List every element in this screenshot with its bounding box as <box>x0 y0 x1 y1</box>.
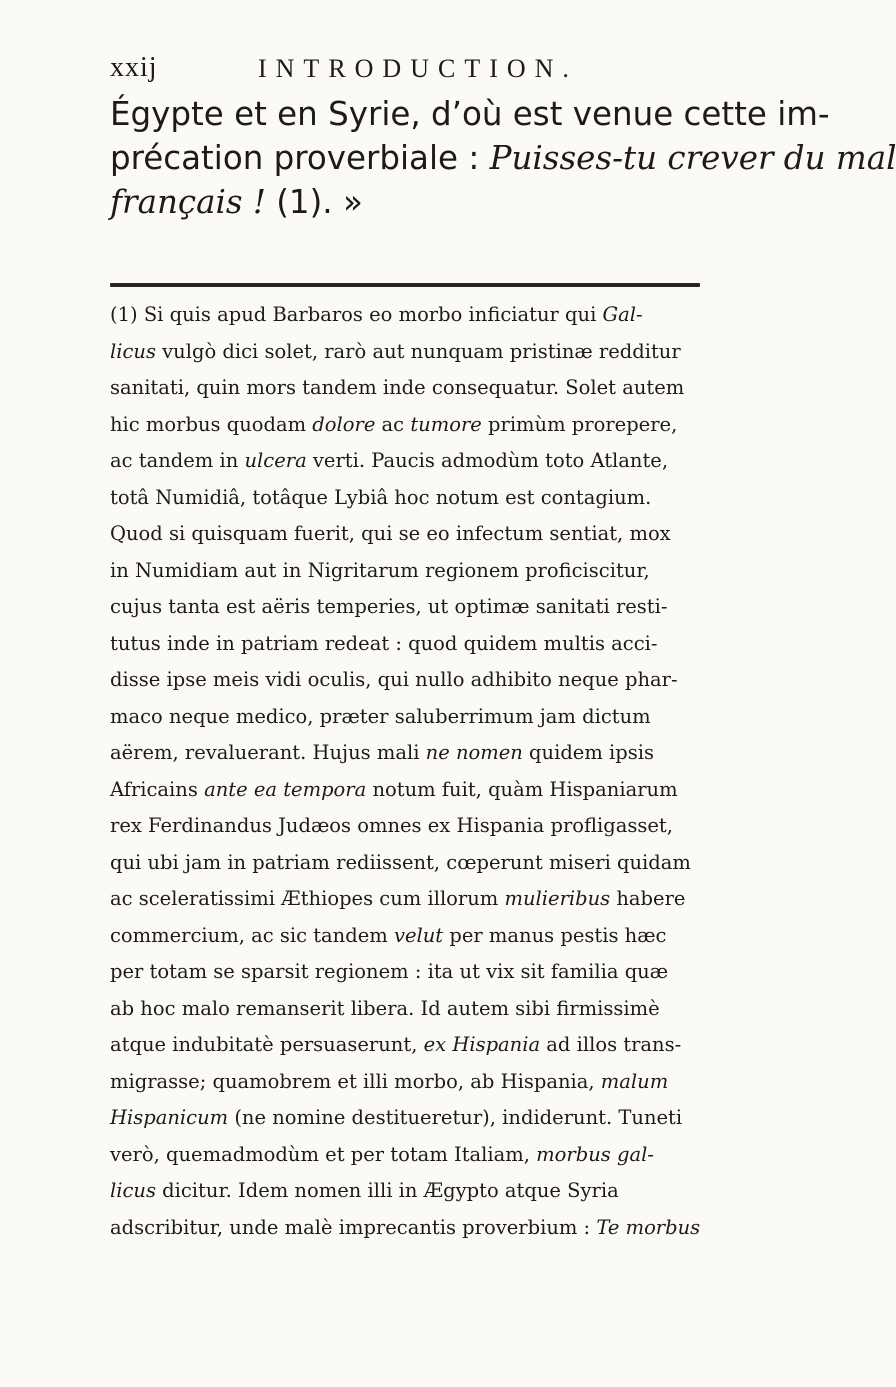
text-span: verti. Paucis admodùm toto Atlante, <box>306 449 669 472</box>
italic-span: ne nomen <box>425 741 523 764</box>
footnote-ref: (1). » <box>265 183 363 221</box>
italic-span: morbus gal- <box>536 1142 654 1166</box>
text-span: Quod si quisquam fuerit, qui se eo infectum sentiat, mox <box>110 522 671 545</box>
text-span: précation proverbiale : <box>110 139 490 177</box>
italic-span: Puisses-tu crever du mal <box>489 139 896 177</box>
text-span: hic morbus quodam <box>110 412 313 436</box>
italic-span: malum <box>600 1069 669 1093</box>
italic-span: tumore <box>410 412 482 436</box>
text-span: Africains <box>110 777 205 801</box>
text-span: atque indubitatè persuaserunt, <box>110 1033 424 1056</box>
text-span: qui ubi jam in patriam rediissent, cœperunt miseri quidam <box>110 850 691 874</box>
text-span: ad illos trans- <box>540 1033 682 1056</box>
footnote-line <box>110 1137 710 1174</box>
text-span: (ne nomine destitueretur), indiderunt. Tuneti <box>228 1106 683 1129</box>
footnote-line <box>110 772 710 809</box>
footnote-line <box>110 553 710 590</box>
footnote-line <box>110 1027 710 1064</box>
footnote-line <box>110 443 710 480</box>
footnote-line <box>110 626 710 663</box>
italic-span: Te morbus <box>596 1215 701 1239</box>
footnote-line <box>110 699 710 736</box>
footnote-line <box>110 662 710 699</box>
text-span: sanitati, quin mors tandem inde consequatur. Solet autem <box>110 376 685 399</box>
text-span: ac sceleratissimi Æthiopes cum illorum <box>110 887 505 910</box>
footnote-line <box>110 991 710 1028</box>
footnote-line <box>110 334 710 371</box>
text-line <box>110 92 830 136</box>
text-span: adscribitur, unde malè imprecantis proverbium : <box>110 1215 597 1239</box>
footnote-line <box>110 516 710 553</box>
text-span: habere <box>610 887 686 910</box>
text-span: per totam se sparsit regionem : ita ut vix sit familia quæ <box>110 960 669 983</box>
text-span: primùm prorepere, <box>481 412 678 436</box>
italic-span: français ! <box>110 183 266 221</box>
text-span: notum fuit, quàm Hispaniarum <box>366 777 678 801</box>
italic-span: Gal- <box>602 303 643 326</box>
text-span: aërem, revaluerant. Hujus mali <box>110 741 426 764</box>
text-line <box>110 180 710 224</box>
footnote-line <box>110 954 710 991</box>
footnote-line <box>110 1064 710 1101</box>
italic-span: ulcera <box>244 449 307 472</box>
footnote-divider <box>110 283 700 287</box>
footnote-line <box>110 1173 710 1210</box>
text-span: ac tandem in <box>110 449 245 472</box>
text-span: maco neque medico, præter saluberrimum jam dictum <box>110 704 651 728</box>
text-span: tutus inde in patriam redeat : quod quidem multis acci- <box>110 631 658 655</box>
footnote-line <box>110 1100 710 1137</box>
text-span: ac <box>375 412 411 436</box>
footnote-line <box>110 589 710 626</box>
italic-span: licus <box>110 339 156 363</box>
text-span: rex Ferdinandus Judæos omnes ex Hispania profligasset, <box>110 814 673 837</box>
footnote-line <box>110 845 710 882</box>
text-span: quidem ipsis <box>522 741 655 764</box>
footnote-line <box>110 407 710 444</box>
footnote <box>110 297 710 1246</box>
text-span: migrasse; quamobrem et illi morbo, ab Hispania, <box>110 1069 601 1093</box>
text-line <box>110 136 896 180</box>
italic-span: Hispanicum <box>110 1106 229 1129</box>
text-span: (1) Si quis apud Barbaros eo morbo inficiatur qui <box>110 303 603 326</box>
page-header <box>110 52 690 92</box>
text-span: Égypte et en Syrie, d’où est venue cette im- <box>110 95 830 133</box>
italic-span: ex Hispania <box>423 1033 541 1056</box>
main-text <box>110 92 896 224</box>
italic-span: velut <box>393 923 444 947</box>
text-span: vulgò dici solet, rarò aut nunquam pristinæ redditur <box>155 339 681 363</box>
footnote-line <box>110 370 710 407</box>
text-span: in Numidiam aut in Nigritarum regionem proficiscitur, <box>110 558 650 582</box>
italic-span: dolore <box>312 412 376 436</box>
footnote-line <box>110 918 710 955</box>
footnote-line <box>110 808 710 845</box>
text-span: ab hoc malo remanserit libera. Id autem sibi firmissimè <box>110 996 660 1020</box>
footnote-line <box>110 480 710 517</box>
footnote-line <box>110 297 710 334</box>
text-span: per manus pestis hæc <box>443 923 667 947</box>
footnote-line <box>110 881 710 918</box>
text-span: totâ Numidiâ, totâque Lybiâ hoc notum est contagium. <box>110 485 652 509</box>
text-span: cujus tanta est aëris temperies, ut optimæ sanitati resti- <box>110 595 668 618</box>
italic-span: mulieribus <box>504 887 611 910</box>
text-span: verò, quemadmodùm et per totam Italiam, <box>110 1142 537 1166</box>
page-number: xxij <box>110 52 158 83</box>
text-span: commercium, ac sic tandem <box>110 923 394 947</box>
italic-span: ante ea tempora <box>204 777 367 801</box>
footnote-line <box>110 735 710 772</box>
running-title: INTRODUCTION. <box>258 54 578 83</box>
italic-span: licus <box>110 1179 156 1202</box>
text-span: disse ipse meis vidi oculis, qui nullo adhibito neque phar- <box>110 668 678 691</box>
text-span: dicitur. Idem nomen illi in Ægypto atque Syria <box>155 1179 619 1202</box>
footnote-line <box>110 1210 710 1247</box>
